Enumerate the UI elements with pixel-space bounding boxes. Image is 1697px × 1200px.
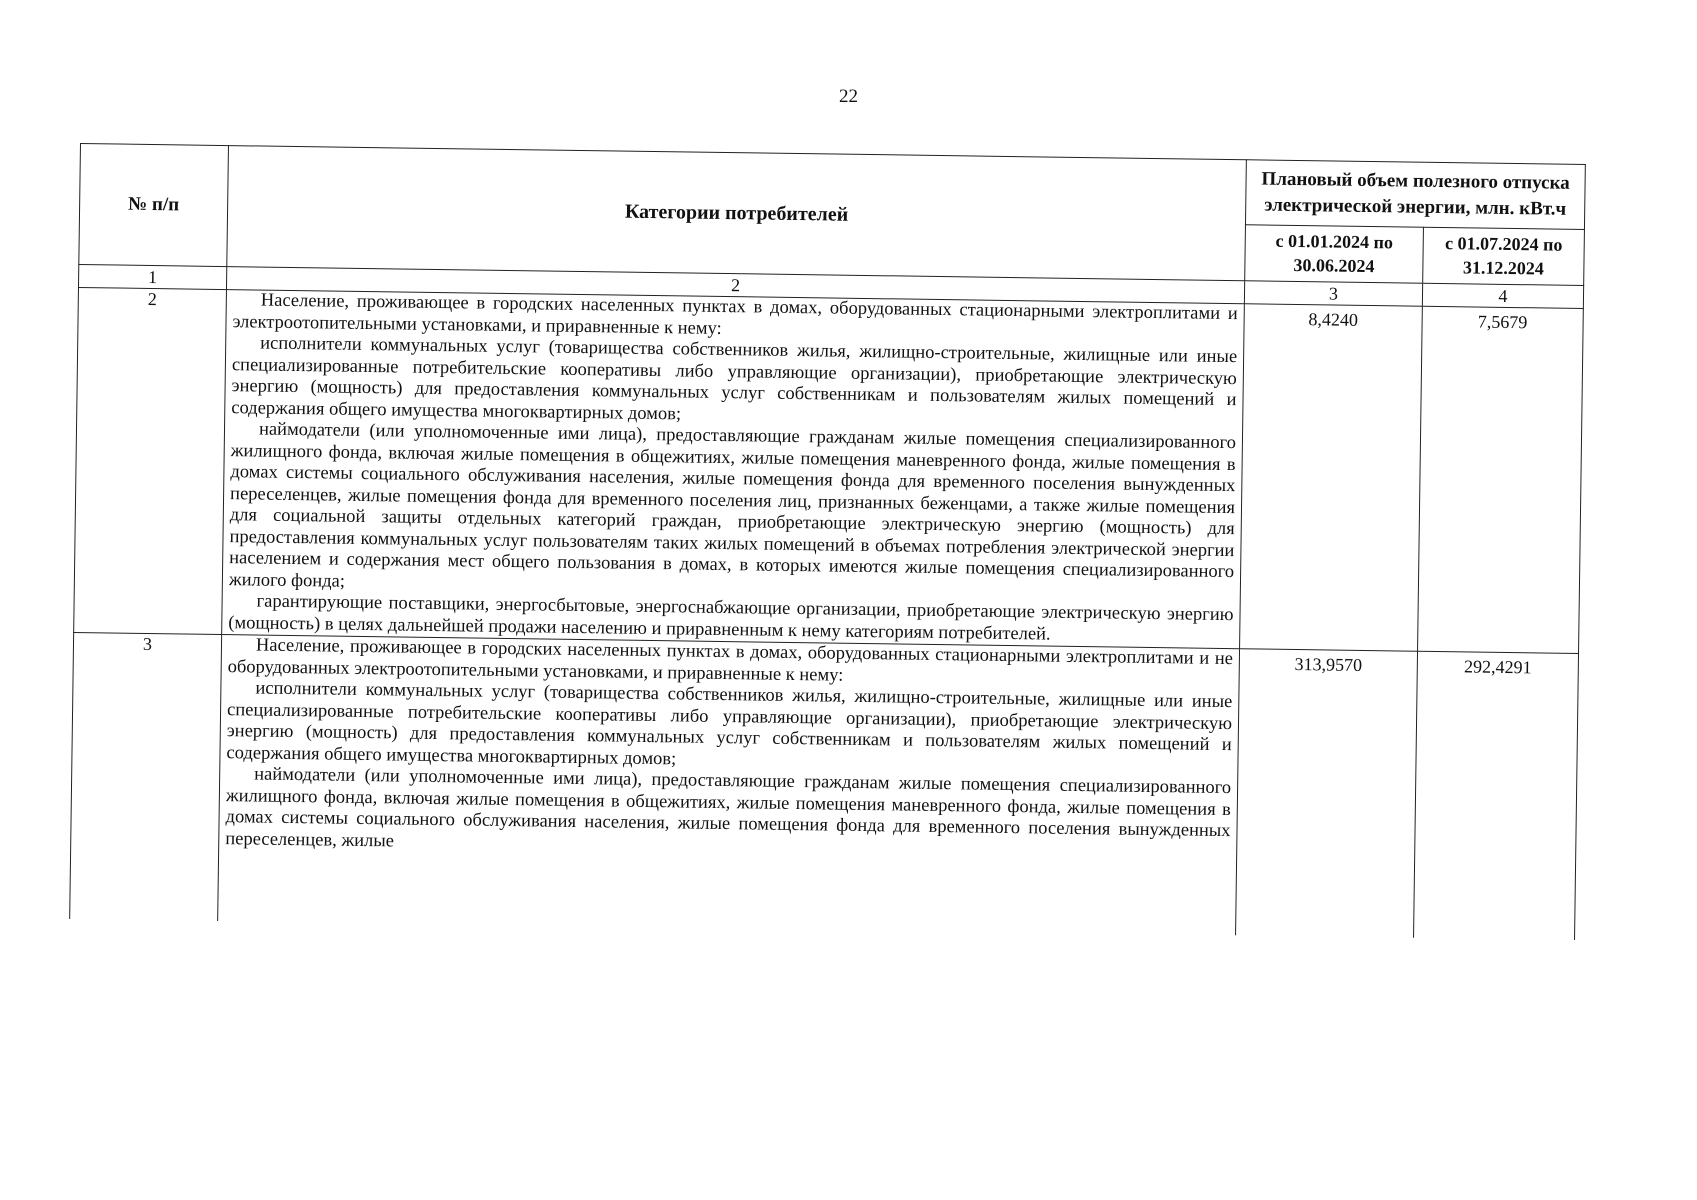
header-period-1: с 01.01.2024 по 30.06.2024 xyxy=(1245,225,1424,284)
category-paragraph: гарантирующие поставщики, энергосбытовые, энергоснабжающие организации, приобретающие электрическую энергию (мощность) в целях дальнейшей продажи населению и приравненным к нему категориям потребителей. xyxy=(228,591,1234,645)
volume-period-1: 8,4240 xyxy=(1240,304,1423,651)
page-number: 22 xyxy=(839,86,858,107)
category-description xyxy=(222,290,1245,649)
category-paragraph: наймодатели (или уполномоченные ими лица), предоставляющие гражданам жилые помещения специализированного жилищного фонда, включая жилые помещения в общежитиях, жилые помещения маневренного фонда, жилые помещения в домах системы социального обслуживания населения, жилые помещения фонда для временного поселения вынужденных переселенцев, жилые xyxy=(225,764,1232,851)
header-num: № п/п xyxy=(79,144,229,267)
table-row xyxy=(70,632,1579,939)
column-index-3: 3 xyxy=(1244,281,1422,306)
volume-period-2: 7,5679 xyxy=(1418,306,1584,653)
volume-period-1: 313,9570 xyxy=(1236,649,1418,938)
category-paragraph: исполнители коммунальных услуг (товарищества собственников жилья, жилищно-строительные, жилищные или иные специализированные потребительские кооперативы либо управляющие организации), приобретающие электрическую энергию (мощность) для предоставления коммунальных услуг собственникам и пользователям жилых помещений и содержания общего имущества многоквартирных домов; xyxy=(231,333,1238,424)
column-index-2: 2 xyxy=(226,267,1244,304)
category-paragraph: наймодатели (или уполномоченные ими лица), предоставляющие гражданам жилые помещения специализированного жилищного фонда, включая жилые помещения в общежитиях, жилые помещения маневренного фонда, жилые помещения в домах системы социального обслуживания населения, жилые помещения фонда для временного поселения вынужденных переселенцев, жилые помещения фонда для временного поселения лиц, признанных беженцами, а также жилые помещения для социальной защиты отдельных категорий граждан, приобретающие электрическую энергию (мощность) для предоставления коммунальных услуг пользователям таких жилых помещений в объемах потребления электрической энергии населением и содержания мест общего пользования в домах, в которых имеются жилые помещения специализированного жилого фонда; xyxy=(228,419,1237,592)
category-paragraph: исполнители коммунальных услуг (товарищества собственников жилья, жилищно-строительные, жилищные или иные специализированные потребительские кооперативы либо управляющие организации), приобретающие электрическую энергию (мощность) для предоставления коммунальных услуг собственникам и пользователям жилых помещений и содержания общего имущества многоквартирных домов; xyxy=(226,678,1233,769)
volume-period-2: 292,4291 xyxy=(1414,651,1579,940)
row-number: 2 xyxy=(74,287,227,634)
category-description xyxy=(218,635,1240,936)
header-period-2: с 01.07.2024 по 31.12.2024 xyxy=(1423,227,1585,286)
column-index-1: 1 xyxy=(78,264,226,289)
consumption-table xyxy=(69,143,1586,940)
row-number: 3 xyxy=(70,632,222,921)
header-category: Категории потребителей xyxy=(227,146,1247,281)
table-row xyxy=(74,287,1584,653)
column-index-4: 4 xyxy=(1422,283,1583,308)
category-intro: Население, проживающее в городских населенных пунктах в домах, оборудованных стационарными электроплитами и не оборудованных электроотопительными установками, и приравненные к нему: xyxy=(227,635,1234,686)
category-intro: Население, проживающее в городских населенных пунктах в домах, оборудованных стационарными электроплитами и электроотопительными установками, и приравненные к нему: xyxy=(232,290,1238,339)
category-text-wrap xyxy=(224,635,1233,935)
header-volume: Плановый объем полезного отпуска электрической энергии, млн. кВт.ч xyxy=(1245,160,1585,229)
header-row-1 xyxy=(80,144,1586,230)
